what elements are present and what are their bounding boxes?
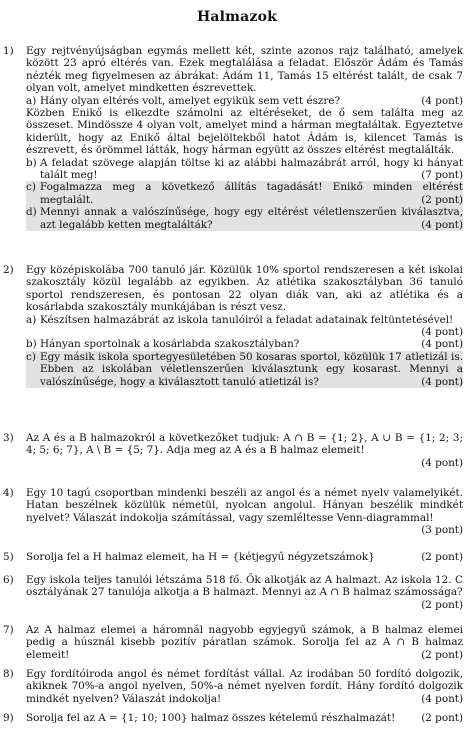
problem-4	[3, 487, 463, 537]
subquestion-text: Fogalmazza meg a következő állítás tagadását! Enikő minden eltérést megtalált.	[40, 181, 463, 206]
problem-intro: Egy középiskolába 700 tanuló jár. Közülük 10% sportol rendszeresen a két iskolai szakosztály közül legalább az egyikben. Az atlétika szakosztályban 36 tanuló sportol rendszeresen, és pontosan 22 olyan diák van, aki az atlétika és a kosárlabda szakosztály munkájában is részt vesz.	[26, 264, 463, 314]
problem-text: Az A halmaz elemei a háromnál nagyobb egyjegyű számok, a B halmaz elemei pedig a húsznál kisebb pozitív páratlan számok. Sorolja fel az A ∩ B halmaz elemeit!	[26, 624, 463, 661]
points-label: (4 pont)	[421, 218, 463, 231]
points-label: (4 pont)	[421, 375, 463, 388]
problem-number: 7)	[3, 624, 14, 636]
problem-intro: Egy rejtvényújságban egymás mellett két, szinte azonos rajz található, amelyek között 23 apró eltérés van. Ezek megtalálása a feladat. Először Ádám és Tamás nézték meg figyelmesen az ábrákat: Ádám 11, Tamás 15 eltérést talált, de csak 7 olyan volt, amelyet mindketten észrevettek.	[26, 45, 463, 95]
problem-text: Egy iskola teljes tanulói létszáma 518 fő. Ők alkotják az A halmazt. Az iskola 12. C osztályának 27 tanulója alkotja a B halmazt. Mennyi az A ∩ B halmaz számossága?	[26, 574, 463, 599]
points-label: (2 pont)	[421, 712, 463, 724]
problem-text: Egy 10 tagú csoportban mindenki beszéli az angol és a német nyelv valamelyikét. Hatan beszélnek közülük németül, nyolcan angolul. Hányan beszélik mindkét nyelvet? Válaszát indokolja számítással, vagy szemléltesse Venn-diagrammal!	[26, 487, 463, 524]
subquestion-b: b) Hányan sportolnak a kosárlabda szakosztályban? (4 pont)	[26, 338, 463, 351]
points-label: (4 pont)	[421, 94, 463, 107]
subquestion-text: Mennyi annak a valószínűsége, hogy egy eltérést véletlenszerűen kiválasztva, azt legalább ketten megtalálták?	[40, 206, 463, 231]
points-label: (2 pont)	[421, 551, 463, 563]
subquestion-text: Hány olyan eltérés volt, amelyet egyikük sem vett észre?	[40, 94, 341, 107]
problem-number: 5)	[3, 551, 14, 563]
points-label: (3 pont)	[421, 524, 463, 537]
subquestion-text: Egy másik iskola sportegyesületében 50 kosaras sportol, közülük 17 atletizál is. Ebben az iskolában véletlenszerűen kiválasztunk egy kosarast. Mennyi a valószínűsége, hogy a kiválasztott tanuló atletizál is?	[40, 350, 463, 388]
problem-number: 1)	[3, 45, 14, 57]
problem-5	[3, 551, 463, 563]
subquestion-text: Készítsen halmazábrát az iskola tanulóiról a feladat adatainak feltüntetésével!	[40, 313, 454, 326]
subquestion-text: Hányan sportolnak a kosárlabda szakosztályban?	[40, 338, 300, 351]
problem-number: 9)	[3, 712, 14, 724]
problem-6	[3, 574, 463, 611]
page-title: Halmazok	[196, 9, 278, 25]
points-label: (4 pont)	[421, 692, 463, 705]
problem-text: Sorolja fel a H halmaz elemeit, ha H = {kétjegyű négyzetszámok}	[26, 551, 375, 563]
problem-8	[3, 668, 463, 705]
problem-3	[3, 432, 463, 469]
points-label: (4 pont)	[421, 326, 463, 339]
problem-number: 2)	[3, 264, 14, 276]
points-label: (2 pont)	[421, 598, 463, 611]
problem-text: Sorolja fel az A = {1; 10; 100} halmaz összes kételemű részhalmazát!	[26, 712, 396, 724]
points-label: (2 pont)	[421, 648, 463, 661]
problem-number: 8)	[3, 668, 14, 680]
subquestion-d: d) Mennyi annak a valószínűsége, hogy egy eltérést véletlenszerűen kiválasztva, azt legalább ketten megtalálták? (4 pont)	[26, 206, 463, 231]
problem-7	[3, 624, 463, 661]
subquestion-c: c) Egy másik iskola sportegyesületében 50 kosaras sportol, közülük 17 atletizál is. Ebben az iskolában véletlenszerűen kiválasztunk egy kosarast. Mennyi a valószínűsége, hogy a kiválasztott tanuló atletizál is? (4 pont)	[26, 350, 463, 388]
points-label: (2 pont)	[421, 193, 463, 206]
problem-1	[3, 45, 463, 231]
problem-number: 3)	[3, 432, 14, 444]
subquestion-a: a) Készítsen halmazábrát az iskola tanulóiról a feladat adatainak feltüntetésével! (4 pont)	[26, 313, 463, 339]
points-label: (7 pont)	[421, 169, 463, 182]
subquestion-c: c) Fogalmazza meg a következő állítás tagadását! Enikő minden eltérést megtalált. (2 pont)	[26, 181, 463, 206]
problem-number: 6)	[3, 574, 14, 586]
points-label: (4 pont)	[421, 456, 463, 469]
problem-text: Az A és a B halmazokról a következőket tudjuk: A ∩ B = {1; 2}, A ∪ B = {1; 2; 3; 4; 5; 6; 7}, A \ B = {5; 7}. Adja meg az A és a B halmaz elemeit!	[26, 432, 463, 457]
subquestion-b: b) A feladat szövege alapján töltse ki az alábbi halmazábrát arról, hogy ki hányat talált meg! (7 pont)	[26, 156, 463, 182]
subquestion-a: a) Hány olyan eltérés volt, amelyet egyikük sem vett észre? (4 pont)	[26, 94, 463, 107]
points-label: (4 pont)	[421, 338, 463, 351]
problem-text: Egy fordítóiroda angol és német fordítást vállal. Az irodában 50 fordító dolgozik, akiknek 70%-a angol nyelven, 50%-a német nyelven fordít. Hány fordító dolgozik mindkét nyelven? Válaszát indokolja!	[26, 668, 463, 705]
problem-number: 4)	[3, 487, 14, 499]
problem-continuation: Közben Enikő is elkezdte számolni az eltéréseket, de ő sem találta meg az összeset. Mindössze 4 olyan volt, amelyet mind a hárman megtaláltak. Egyeztetve kiderült, hogy az Enikő által bejelöltekből hatot Ádám is, kilencet Tamás is észrevett, és örömmel látták, hogy hárman együtt az összes eltérést megtalálták.	[26, 107, 463, 157]
problem-2	[3, 264, 463, 388]
subquestion-text: A feladat szövege alapján töltse ki az alábbi halmazábrát arról, hogy ki hányat talált meg!	[40, 156, 463, 182]
problem-9	[3, 712, 463, 724]
